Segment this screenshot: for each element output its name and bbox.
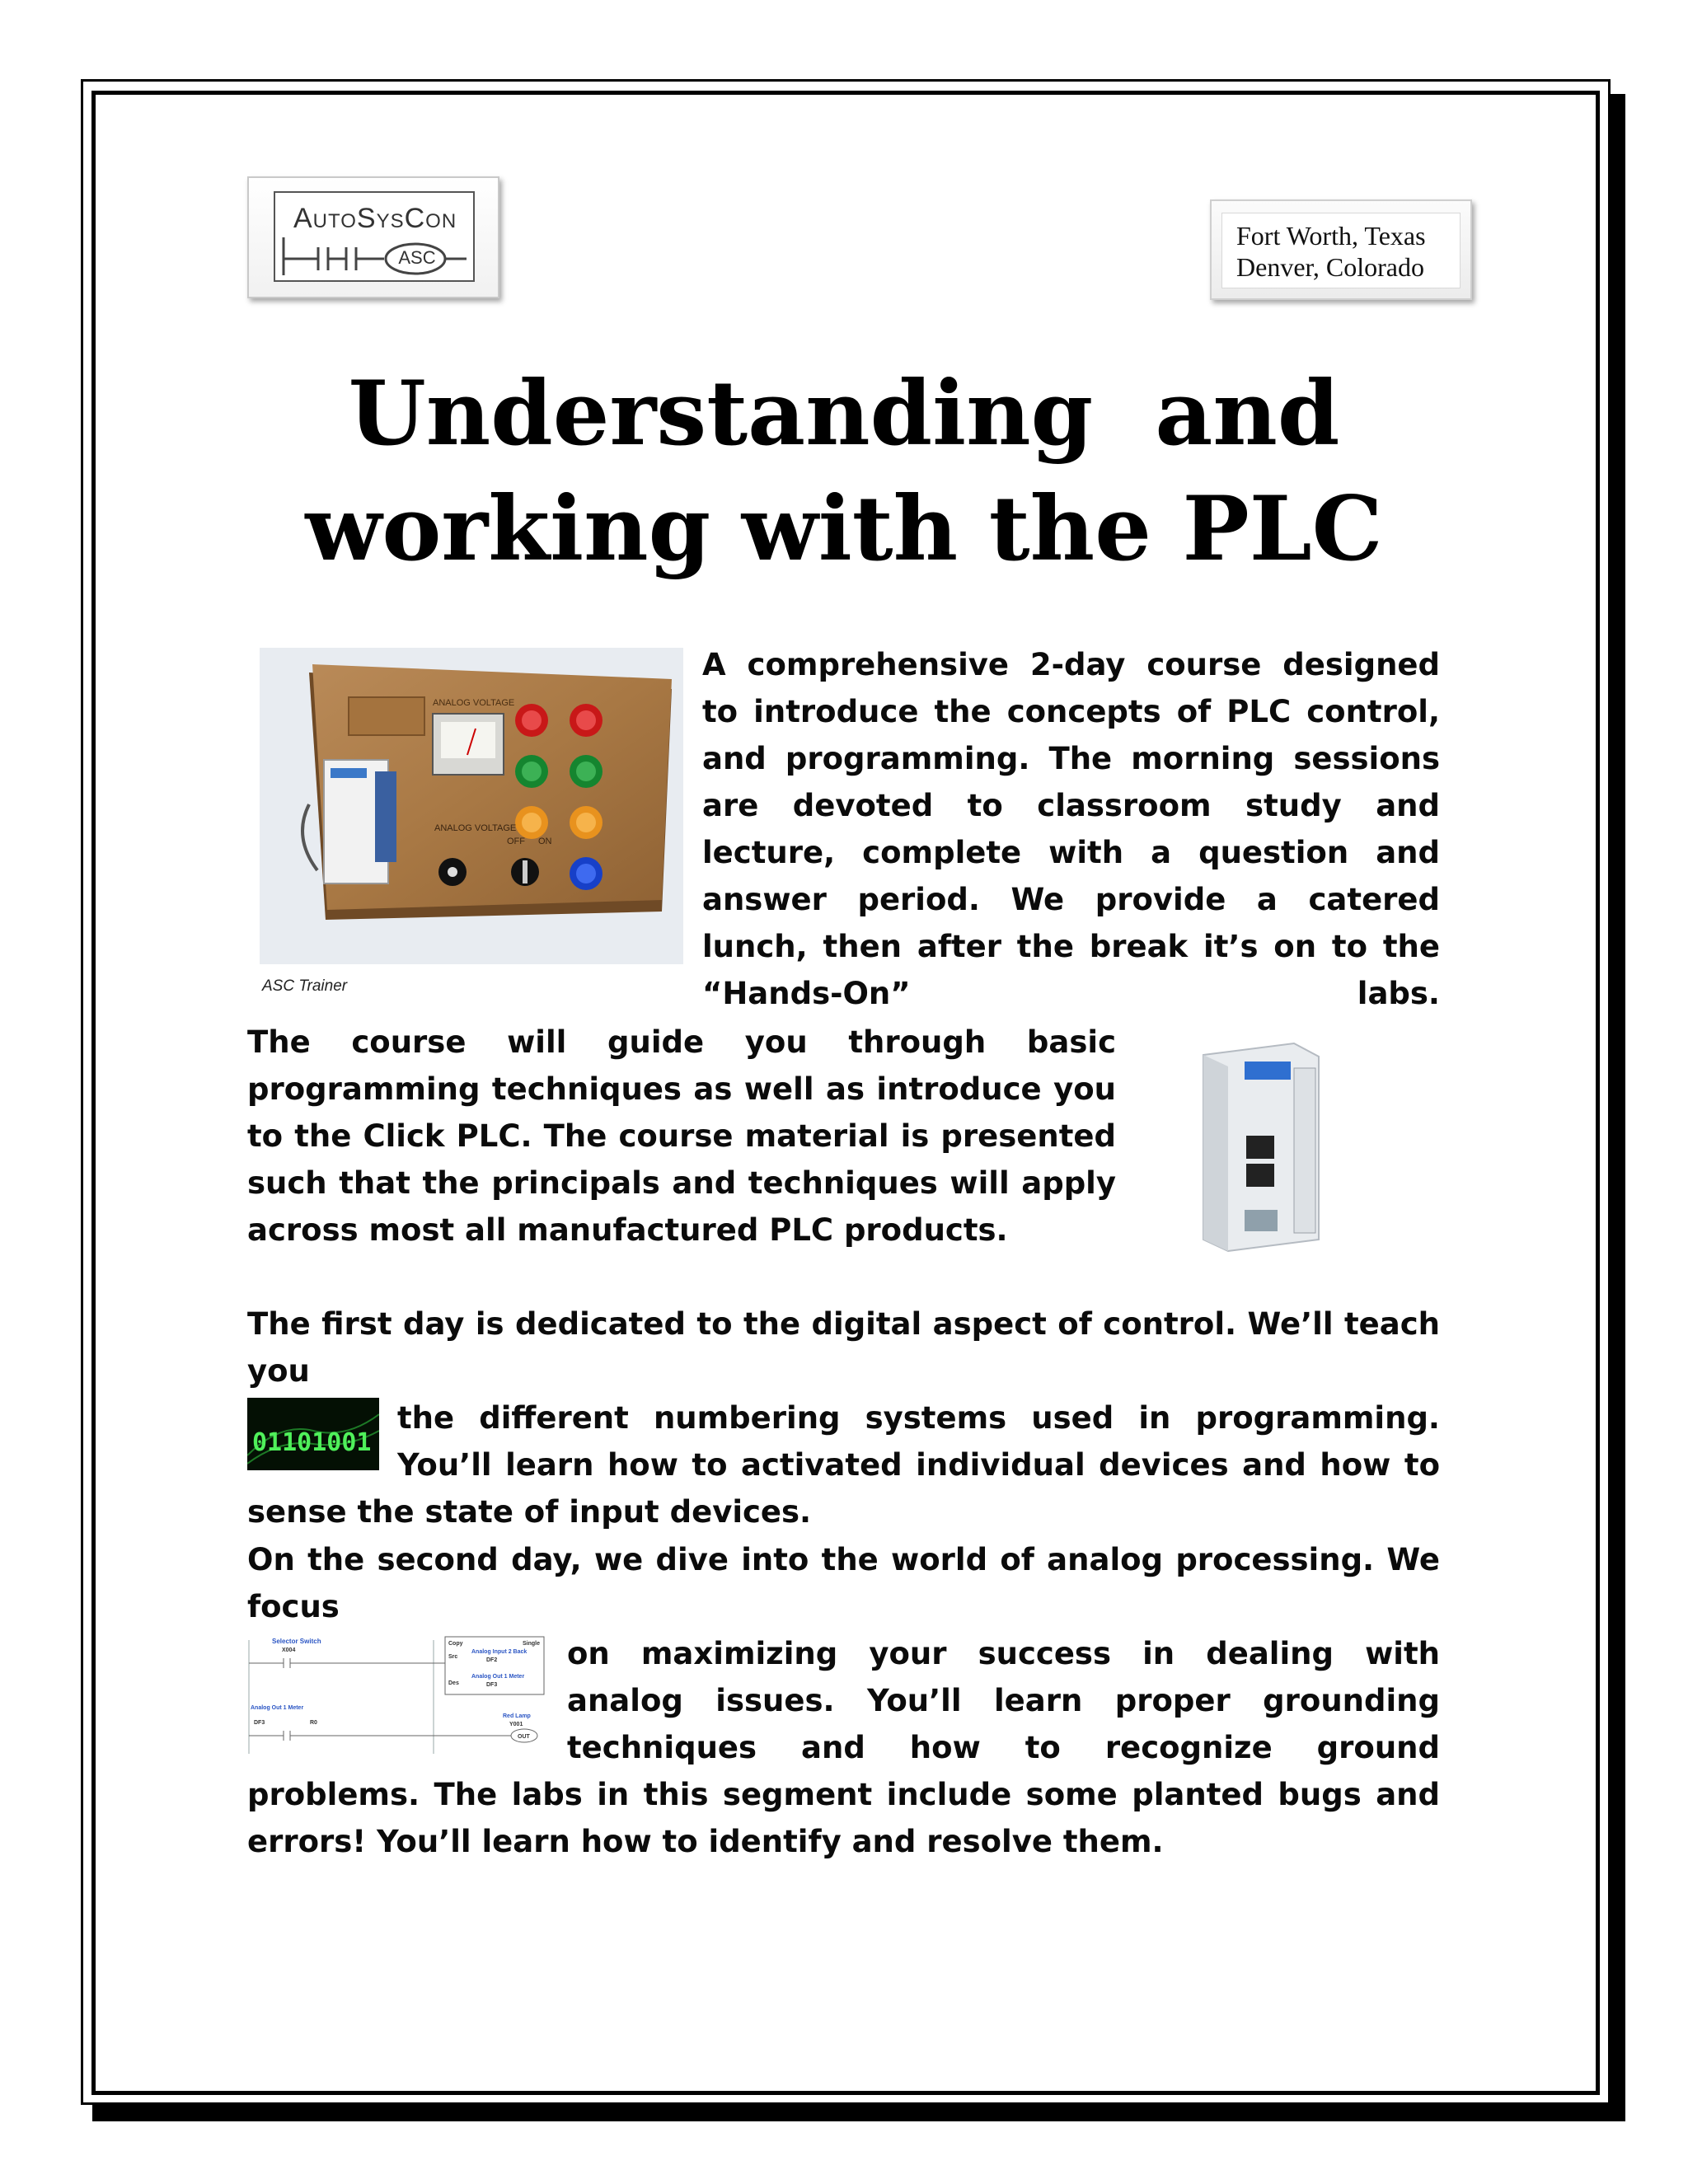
first-day-paragraph [247,1301,1440,1535]
second-day-paragraph [247,1536,1440,1865]
ladder-label-red-lamp: Red Lamp [503,1713,531,1719]
logo-badge: ASC [398,247,436,268]
title-line-1: Understanding and [348,362,1340,466]
title-line-2: working with the PLC [305,477,1383,581]
meter-label: ANALOG VOLTAGE [433,698,515,708]
switch-off-label: OFF [507,837,525,846]
plc-illustration [1187,1038,1335,1253]
switch-on-label: ON [538,837,552,846]
ladder-label-des: Des [448,1680,459,1686]
ladder-label-out: OUT [518,1734,530,1740]
binary-digits-image [247,1398,379,1470]
trainer-caption: ASC Trainer [262,977,348,995]
ladder-logic-image [247,1633,546,1757]
location-fort-worth: Fort Worth, Texas [1236,221,1426,251]
ladder-label-single: Single [523,1641,541,1647]
ladder-label-y001: Y001 [509,1722,523,1727]
click-plc-photo [1187,1038,1335,1253]
ladder-label-src: Src [448,1654,458,1660]
ladder-label-x004: X004 [282,1647,296,1653]
ladder-label-copy: Copy [448,1641,463,1647]
first-day-rest: the different numbering systems used in programming. You’ll learn how to activated individual devices and how to sense the state of input devices. [247,1400,1440,1530]
trainer-illustration [260,648,683,964]
logo-wordmark: AutoSysCon [293,203,457,234]
second-day-rest: on maximizing your success in dealing with analog issues. You’ll learn proper grounding techniques and how to recognize ground problems. The labs in this segment include some planted bugs and errors! You’ll learn how to identify and resolve them. [247,1636,1440,1859]
first-day-first-line: The first day is dedicated to the digital aspect of control. We’ll teach you [247,1306,1440,1389]
ladder-label-analog-out: Analog Out 1 Meter [471,1674,525,1680]
course-guide-paragraph: The course will guide you through basic programming techniques as well as introduce you to the Click PLC. The course material is presented such that the principals and techniques will apply across most all manufactured PLC products. [247,1024,1116,1248]
binary-illustration [247,1398,379,1470]
ladder-label-r0: R0 [310,1720,317,1726]
knob-label: ANALOG VOLTAGE [434,823,517,833]
ladder-label-analog-input: Analog Input 2 Back [471,1649,528,1655]
location-denver: Denver, Colorado [1236,252,1424,282]
ladder-label-analog-out-2: Analog Out 1 Meter [251,1705,304,1711]
ladder-label-df3: DF3 [486,1682,498,1688]
ladder-illustration [247,1633,546,1757]
locations-box [1210,199,1472,300]
course-intro-paragraph: A comprehensive 2-day course designed to introduce the concepts of PLC control, and programming. The morning sessions are devoted to classroom study and lecture, complete with a question and answer period. We provide a catered lunch, then after the break it’s on to the “Hands-On” labs. [702,647,1440,1011]
company-logo [247,176,499,298]
second-day-first-line: On the second day, we dive into the world of analog processing. We focus [247,1542,1440,1624]
binary-digits-text: 01101001 [252,1428,372,1457]
trainer-photo [260,648,683,964]
ladder-label-df2: DF2 [486,1657,498,1663]
logo-inner-border [274,191,475,282]
page-title [165,356,1523,587]
ladder-label-df3-2: DF3 [254,1720,265,1726]
ladder-label-selector: Selector Switch [272,1638,321,1645]
